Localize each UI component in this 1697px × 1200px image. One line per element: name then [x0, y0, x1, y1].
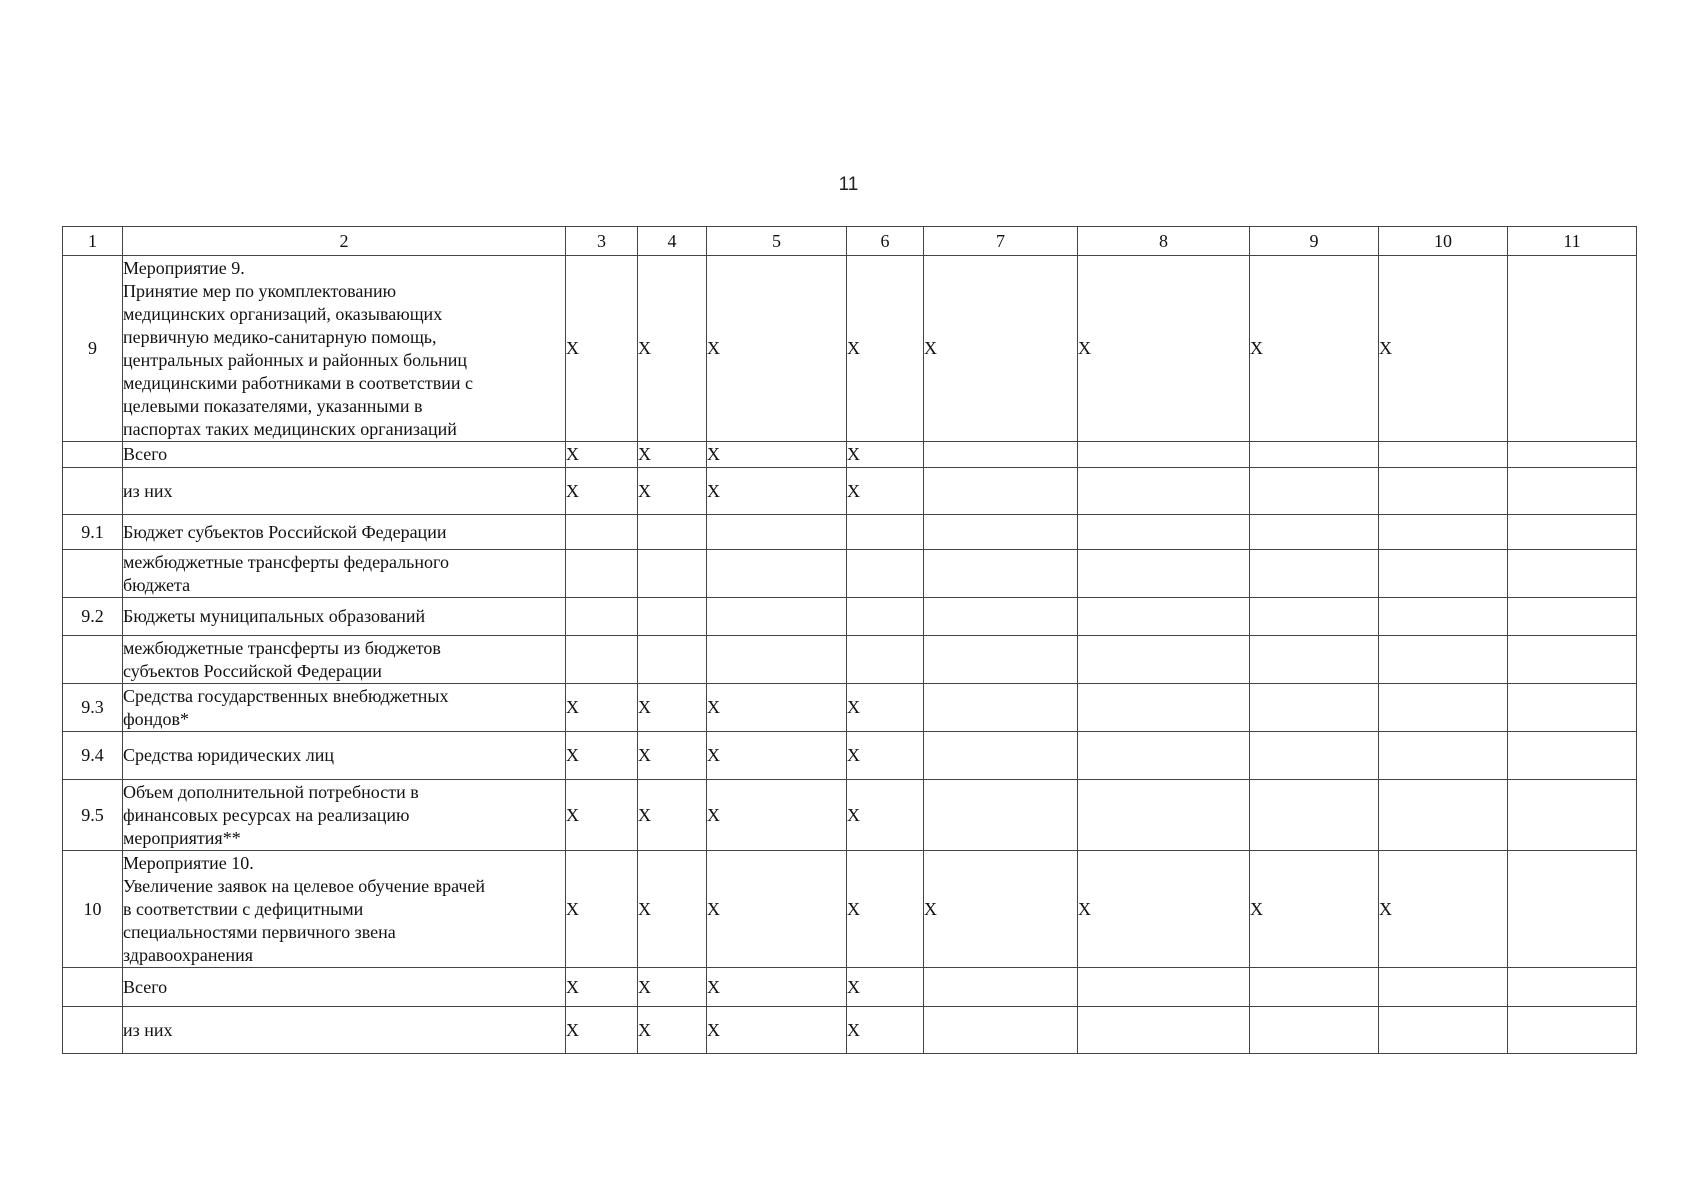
value-cell	[1250, 732, 1379, 780]
value-cell	[1379, 968, 1508, 1007]
value-cell	[1379, 468, 1508, 515]
table-row	[63, 684, 1637, 732]
table-header-row	[63, 227, 1637, 256]
description-line: Мероприятие 9.	[123, 257, 245, 278]
value-cell: X	[566, 256, 638, 442]
value-cell	[1250, 442, 1379, 468]
value-cell	[924, 780, 1078, 851]
value-cell	[924, 968, 1078, 1007]
value-cell	[924, 515, 1078, 550]
value-cell: X	[847, 684, 924, 732]
value-cell: X	[638, 684, 707, 732]
description-line: Объем дополнительной потребности в	[123, 781, 419, 802]
value-cell: X	[707, 1007, 847, 1054]
value-cell: X	[847, 780, 924, 851]
column-header: 5	[707, 227, 847, 256]
description-line: первичную медико-санитарную помощь,	[123, 326, 437, 347]
value-cell: X	[847, 732, 924, 780]
value-cell: X	[638, 851, 707, 968]
value-cell	[1078, 780, 1250, 851]
row-number	[63, 468, 123, 515]
column-header: 8	[1078, 227, 1250, 256]
value-cell: X	[1250, 851, 1379, 968]
value-cell	[1379, 780, 1508, 851]
description-line: Средства государственных внебюджетных	[123, 685, 449, 706]
value-cell	[638, 515, 707, 550]
value-cell	[1379, 684, 1508, 732]
value-cell	[1508, 684, 1637, 732]
value-cell: X	[707, 780, 847, 851]
description-line: здравоохранения	[123, 944, 254, 965]
table-row	[63, 636, 1637, 684]
value-cell: X	[707, 851, 847, 968]
value-cell: X	[1379, 851, 1508, 968]
description-line: Бюджет субъектов Российской Федерации	[123, 521, 447, 542]
row-description	[123, 256, 566, 442]
value-cell	[1250, 684, 1379, 732]
value-cell: X	[566, 732, 638, 780]
description-line: Средства юридических лиц	[123, 745, 334, 765]
value-cell: X	[638, 442, 707, 468]
description-line: паспортах таких медицинских организаций	[123, 418, 457, 439]
row-description	[123, 968, 566, 1007]
row-number: 10	[63, 851, 123, 968]
value-cell	[638, 598, 707, 636]
value-cell: X	[847, 468, 924, 515]
value-cell: X	[638, 732, 707, 780]
description-line: межбюджетные трансферты федерального	[123, 551, 449, 572]
value-cell	[1508, 780, 1637, 851]
value-cell	[1250, 780, 1379, 851]
row-description	[123, 780, 566, 851]
row-number: 9.2	[63, 598, 123, 636]
row-description	[123, 684, 566, 732]
column-header: 7	[924, 227, 1078, 256]
value-cell	[924, 598, 1078, 636]
value-cell	[1379, 598, 1508, 636]
value-cell	[1379, 550, 1508, 598]
description-line: Принятие мер по укомплектованию	[123, 280, 397, 301]
value-cell	[566, 550, 638, 598]
value-cell	[1250, 1007, 1379, 1054]
value-cell	[1379, 442, 1508, 468]
column-header: 10	[1379, 227, 1508, 256]
value-cell	[1508, 256, 1637, 442]
description-line: Всего	[123, 444, 168, 464]
value-cell	[924, 636, 1078, 684]
value-cell	[847, 515, 924, 550]
value-cell	[1508, 442, 1637, 468]
value-cell: X	[924, 256, 1078, 442]
table-row	[63, 515, 1637, 550]
value-cell: X	[566, 1007, 638, 1054]
value-cell	[924, 684, 1078, 732]
value-cell	[1250, 968, 1379, 1007]
table-row	[63, 442, 1637, 468]
row-number: 9.5	[63, 780, 123, 851]
value-cell: X	[566, 442, 638, 468]
row-description	[123, 515, 566, 550]
description-line: в соответствии с дефицитными	[123, 898, 364, 919]
value-cell: X	[1078, 256, 1250, 442]
row-number	[63, 968, 123, 1007]
value-cell: X	[566, 851, 638, 968]
description-line: бюджета	[123, 574, 191, 595]
value-cell	[638, 636, 707, 684]
value-cell	[566, 515, 638, 550]
value-cell	[1379, 636, 1508, 684]
row-description	[123, 550, 566, 598]
value-cell	[1379, 732, 1508, 780]
table-row	[63, 851, 1637, 968]
value-cell	[924, 550, 1078, 598]
value-cell	[1078, 550, 1250, 598]
value-cell	[924, 732, 1078, 780]
description-line: центральных районных и районных больниц	[123, 349, 468, 370]
value-cell	[1508, 550, 1637, 598]
value-cell	[1078, 515, 1250, 550]
value-cell: X	[847, 442, 924, 468]
value-cell: X	[707, 468, 847, 515]
value-cell: X	[566, 780, 638, 851]
value-cell	[1379, 515, 1508, 550]
value-cell	[1078, 1007, 1250, 1054]
row-description	[123, 598, 566, 636]
value-cell: X	[638, 468, 707, 515]
table-row	[63, 780, 1637, 851]
value-cell	[707, 550, 847, 598]
value-cell	[1078, 732, 1250, 780]
value-cell	[1508, 598, 1637, 636]
value-cell	[1250, 550, 1379, 598]
value-cell	[1250, 515, 1379, 550]
row-description	[123, 636, 566, 684]
value-cell: X	[847, 256, 924, 442]
value-cell	[1078, 598, 1250, 636]
table-row	[63, 468, 1637, 515]
row-number: 9.1	[63, 515, 123, 550]
table-row	[63, 598, 1637, 636]
value-cell	[1508, 468, 1637, 515]
description-line: из них	[123, 480, 173, 501]
value-cell: X	[638, 256, 707, 442]
value-cell: X	[1379, 256, 1508, 442]
description-line: медицинских организаций, оказывающих	[123, 303, 443, 324]
description-line: из них	[123, 1019, 173, 1040]
value-cell	[1508, 968, 1637, 1007]
value-cell	[707, 515, 847, 550]
description-line: фондов*	[123, 708, 189, 729]
value-cell	[1508, 851, 1637, 968]
value-cell: X	[707, 684, 847, 732]
value-cell	[924, 1007, 1078, 1054]
value-cell	[1078, 968, 1250, 1007]
financing-table	[62, 226, 1637, 1054]
value-cell	[707, 598, 847, 636]
row-description	[123, 1007, 566, 1054]
value-cell	[847, 598, 924, 636]
row-number: 9	[63, 256, 123, 442]
table-row	[63, 732, 1637, 780]
column-header: 1	[63, 227, 123, 256]
row-description	[123, 732, 566, 780]
value-cell: X	[638, 968, 707, 1007]
table-row	[63, 550, 1637, 598]
value-cell	[924, 468, 1078, 515]
value-cell	[1078, 442, 1250, 468]
table-row	[63, 968, 1637, 1007]
value-cell	[1379, 1007, 1508, 1054]
column-header: 3	[566, 227, 638, 256]
value-cell: X	[707, 256, 847, 442]
value-cell: X	[638, 1007, 707, 1054]
value-cell	[847, 636, 924, 684]
value-cell	[638, 550, 707, 598]
value-cell: X	[847, 1007, 924, 1054]
value-cell	[707, 636, 847, 684]
value-cell	[566, 598, 638, 636]
description-line: Мероприятие 10.	[123, 852, 254, 873]
column-header: 4	[638, 227, 707, 256]
description-line: мероприятия**	[123, 827, 241, 848]
row-number: 9.3	[63, 684, 123, 732]
column-header: 9	[1250, 227, 1379, 256]
value-cell: X	[924, 851, 1078, 968]
column-header: 6	[847, 227, 924, 256]
description-line: субъектов Российской Федерации	[123, 660, 382, 681]
value-cell	[1250, 636, 1379, 684]
row-number	[63, 550, 123, 598]
table-row	[63, 256, 1637, 442]
value-cell: X	[707, 732, 847, 780]
description-line: Всего	[123, 976, 168, 997]
value-cell: X	[707, 968, 847, 1007]
value-cell: X	[638, 780, 707, 851]
value-cell	[1508, 515, 1637, 550]
description-line: Бюджеты муниципальных образований	[123, 606, 426, 626]
column-header: 2	[123, 227, 566, 256]
value-cell	[1508, 732, 1637, 780]
value-cell: X	[1078, 851, 1250, 968]
column-header: 11	[1508, 227, 1637, 256]
page-number: 11	[838, 174, 859, 195]
value-cell	[847, 550, 924, 598]
table-row	[63, 1007, 1637, 1054]
value-cell	[566, 636, 638, 684]
value-cell	[1078, 684, 1250, 732]
value-cell	[1250, 468, 1379, 515]
value-cell	[1250, 598, 1379, 636]
value-cell	[1078, 468, 1250, 515]
value-cell	[1508, 636, 1637, 684]
row-number	[63, 1007, 123, 1054]
row-number: 9.4	[63, 732, 123, 780]
row-description	[123, 442, 566, 468]
value-cell: X	[707, 442, 847, 468]
value-cell: X	[1250, 256, 1379, 442]
row-number	[63, 442, 123, 468]
row-description	[123, 851, 566, 968]
value-cell: X	[847, 968, 924, 1007]
description-line: целевыми показателями, указанными в	[123, 395, 423, 416]
value-cell: X	[566, 468, 638, 515]
row-description	[123, 468, 566, 515]
value-cell: X	[566, 684, 638, 732]
row-number	[63, 636, 123, 684]
description-line: финансовых ресурсах на реализацию	[123, 804, 410, 825]
value-cell: X	[566, 968, 638, 1007]
description-line: Увеличение заявок на целевое обучение врачей	[123, 875, 486, 896]
value-cell	[1078, 636, 1250, 684]
description-line: медицинскими работниками в соответствии с	[123, 372, 473, 393]
description-line: специальностями первичного звена	[123, 921, 396, 942]
description-line: межбюджетные трансферты из бюджетов	[123, 637, 441, 658]
value-cell: X	[847, 851, 924, 968]
value-cell	[1508, 1007, 1637, 1054]
value-cell	[924, 442, 1078, 468]
